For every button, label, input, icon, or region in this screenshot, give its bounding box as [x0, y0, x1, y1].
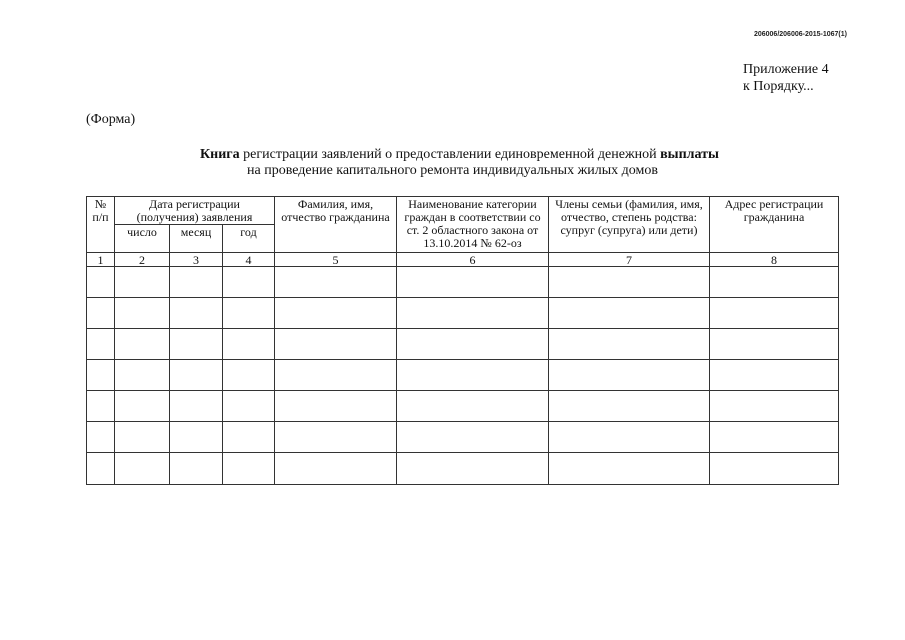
table-cell [87, 453, 115, 485]
appendix-line-1: Приложение 4 [743, 62, 829, 77]
table-row [87, 422, 839, 453]
table-cell [87, 267, 115, 298]
table-cell [115, 360, 170, 391]
column-number: 4 [223, 253, 275, 267]
table-cell [170, 298, 223, 329]
title-line-2: на проведение капитального ремонта индивидуальных жилых домов [247, 163, 658, 178]
table-row [87, 453, 839, 485]
table-row [87, 391, 839, 422]
table-cell [223, 391, 275, 422]
title-line-1 [0, 147, 905, 163]
table-cell [87, 360, 115, 391]
table-row [87, 298, 839, 329]
header-date: Дата регистрации (получения) заявления [115, 197, 275, 225]
header-date-year: год [223, 225, 275, 253]
table-cell [170, 329, 223, 360]
table-cell [710, 391, 839, 422]
table-cell [275, 391, 397, 422]
column-number-row [87, 253, 839, 267]
column-number: 2 [115, 253, 170, 267]
header-num: № п/п [87, 197, 115, 253]
table-cell [710, 360, 839, 391]
table-cell [223, 267, 275, 298]
table-cell [275, 329, 397, 360]
table-cell [170, 453, 223, 485]
table-cell [223, 298, 275, 329]
table-cell [710, 422, 839, 453]
table-cell [397, 298, 549, 329]
table-cell [223, 422, 275, 453]
header-name: Фамилия, имя, отчество гражданина [275, 197, 397, 253]
table-cell [549, 391, 710, 422]
table-cell [549, 422, 710, 453]
table-cell [549, 360, 710, 391]
table-cell [87, 391, 115, 422]
column-number: 7 [549, 253, 710, 267]
table-cell [115, 298, 170, 329]
table-cell [549, 298, 710, 329]
table-cell [87, 422, 115, 453]
table-cell [87, 329, 115, 360]
column-number: 8 [710, 253, 839, 267]
table-cell [115, 391, 170, 422]
table-cell [170, 422, 223, 453]
table-cell [275, 267, 397, 298]
table-cell [275, 360, 397, 391]
table-cell [397, 360, 549, 391]
table-cell [170, 391, 223, 422]
table-cell [549, 267, 710, 298]
table-cell [275, 453, 397, 485]
table-cell [223, 329, 275, 360]
column-number: 1 [87, 253, 115, 267]
header-row [87, 197, 839, 225]
table-cell [115, 453, 170, 485]
header-category: Наименование категории граждан в соответствии со ст. 2 областного закона от 13.10.2014 № 62-оз [397, 197, 549, 253]
table-cell [170, 360, 223, 391]
table-cell [397, 422, 549, 453]
header-date-month: месяц [170, 225, 223, 253]
form-label: (Форма) [86, 112, 136, 127]
appendix-reference [743, 61, 829, 95]
table-cell [397, 267, 549, 298]
header-family: Члены семьи (фамилия, имя, отчество, степень родства: супруг (супруга) или дети) [549, 197, 710, 253]
table-cell [87, 298, 115, 329]
title-bold-word-2: выплаты [660, 147, 719, 162]
header-date-day: число [115, 225, 170, 253]
table-cell [170, 267, 223, 298]
table-cell [115, 329, 170, 360]
table-cell [397, 329, 549, 360]
table-cell [710, 267, 839, 298]
column-number: 5 [275, 253, 397, 267]
title-line-1-text: регистрации заявлений о предоставлении единовременной денежной [239, 147, 661, 162]
header-address: Адрес регистрации гражданина [710, 197, 839, 253]
document-id: 206006/206006-2015-1067(1) [753, 31, 847, 38]
appendix-line-2: к Порядку... [743, 79, 814, 94]
table-row [87, 360, 839, 391]
table-cell [115, 267, 170, 298]
table-cell [710, 298, 839, 329]
table-cell [397, 453, 549, 485]
title-bold-word: Книга [200, 147, 240, 162]
column-number: 6 [397, 253, 549, 267]
table-cell [275, 298, 397, 329]
table-cell [710, 329, 839, 360]
table-cell [115, 422, 170, 453]
table-cell [549, 329, 710, 360]
document-title [0, 147, 905, 179]
column-number: 3 [170, 253, 223, 267]
table-cell [710, 453, 839, 485]
table-cell [549, 453, 710, 485]
table-row [87, 267, 839, 298]
table-cell [223, 453, 275, 485]
table-cell [223, 360, 275, 391]
table-row [87, 329, 839, 360]
table-cell [397, 391, 549, 422]
registration-table [86, 196, 839, 485]
table-cell [275, 422, 397, 453]
